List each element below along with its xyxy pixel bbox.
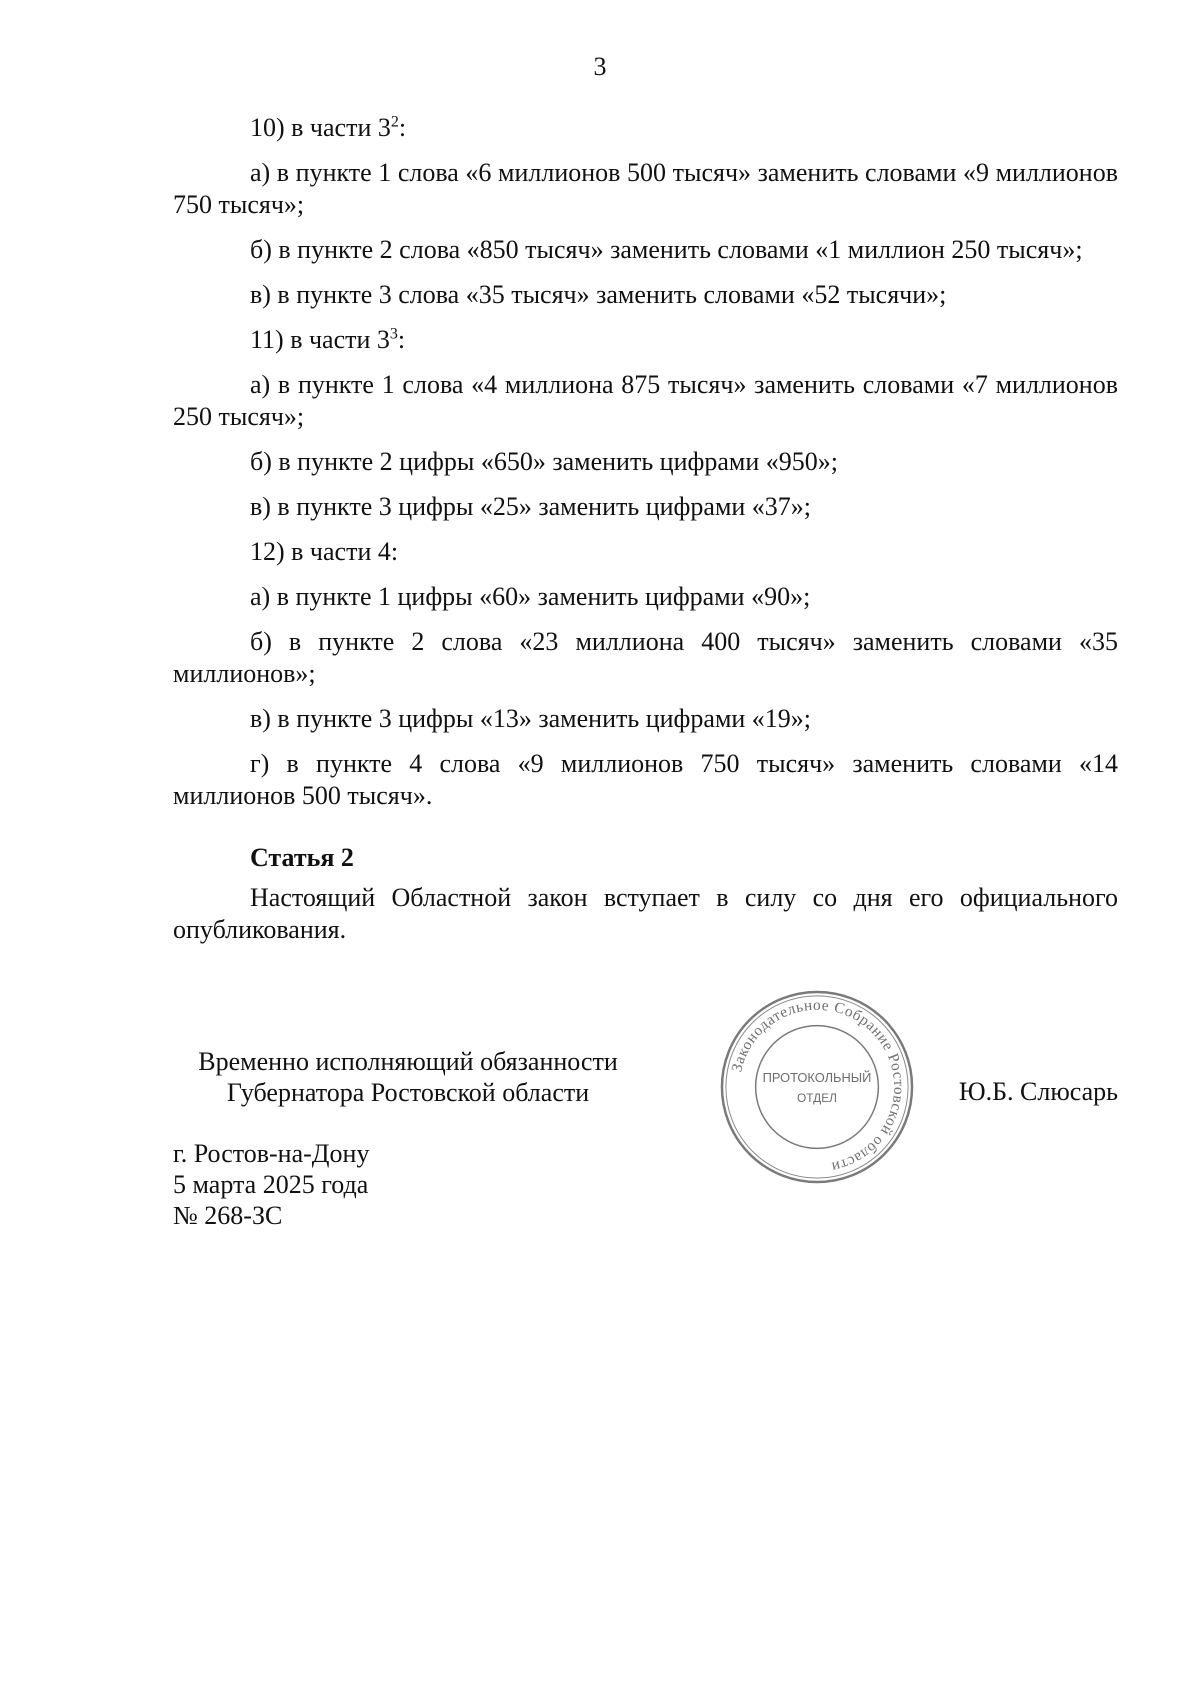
amendment-subitem: в) в пункте 3 цифры «25» заменить цифрами «37»; bbox=[250, 492, 812, 521]
stamp-center-line: ОТДЕЛ bbox=[797, 1090, 837, 1105]
superscript: 2 bbox=[390, 113, 399, 131]
page-number: 3 bbox=[593, 52, 607, 81]
date: 5 марта 2025 года bbox=[173, 1170, 369, 1199]
stamp-ring-text: Законодательное Собрание Ростовской области bbox=[728, 996, 908, 1176]
amendment-subitem: а) в пункте 1 слова «4 миллиона 875 тысяч» заменить словами «7 миллионов 250 тысяч»; bbox=[173, 370, 1118, 431]
amendment-subitem: б) в пункте 2 слова «850 тысяч» заменить словами «1 миллион 250 тысяч»; bbox=[250, 235, 1083, 264]
amendment-subitem: в) в пункте 3 слова «35 тысяч» заменить словами «52 тысячи»; bbox=[250, 280, 947, 309]
amendment-subitem: г) в пункте 4 слова «9 миллионов 750 тысяч» заменить словами «14 миллионов 500 тысяч». bbox=[173, 749, 1118, 810]
stamp-inner-ring bbox=[756, 1026, 879, 1149]
amendment-subitem: в) в пункте 3 цифры «13» заменить цифрами «19»; bbox=[250, 704, 812, 733]
stamp-outer-ring bbox=[722, 992, 912, 1182]
signer-position bbox=[168, 1046, 648, 1108]
document-body bbox=[173, 112, 1118, 959]
amendment-item: 12) в части 4: bbox=[250, 537, 399, 566]
signer-name: Ю.Б. Слюсарь bbox=[958, 1077, 1118, 1106]
signer-position-line: Временно исполняющий обязанности bbox=[198, 1047, 618, 1076]
signer-position-line: Губернатора Ростовской области bbox=[226, 1078, 590, 1107]
article-text: Настоящий Областной закон вступает в силу со дня его официального опубликования. bbox=[173, 883, 1118, 944]
amendment-subitem: б) в пункте 2 цифры «650» заменить цифрами «950»; bbox=[250, 447, 838, 476]
stamp-seal bbox=[718, 988, 916, 1186]
amendment-item: 10) в части $3^2$: bbox=[250, 113, 407, 142]
law-number: № 268-ЗС bbox=[173, 1201, 283, 1230]
article-heading: Статья 2 bbox=[250, 843, 354, 872]
amendment-subitem: а) в пункте 1 цифры «60» заменить цифрами «90»; bbox=[250, 582, 811, 611]
amendment-subitem: а) в пункте 1 слова «6 миллионов 500 тысяч» заменить словами «9 миллионов 750 тысяч»; bbox=[173, 158, 1118, 219]
place-date-block bbox=[173, 1138, 369, 1231]
amendment-subitem: б) в пункте 2 слова «23 миллиона 400 тысяч» заменить словами «35 миллионов»; bbox=[173, 627, 1118, 688]
city: г. Ростов-на-Дону bbox=[173, 1139, 370, 1168]
superscript: 3 bbox=[389, 325, 398, 343]
stamp-center-line: ПРОТОКОЛЬНЫЙ bbox=[762, 1070, 872, 1086]
amendment-item: 11) в части $3^3$: bbox=[250, 325, 406, 354]
